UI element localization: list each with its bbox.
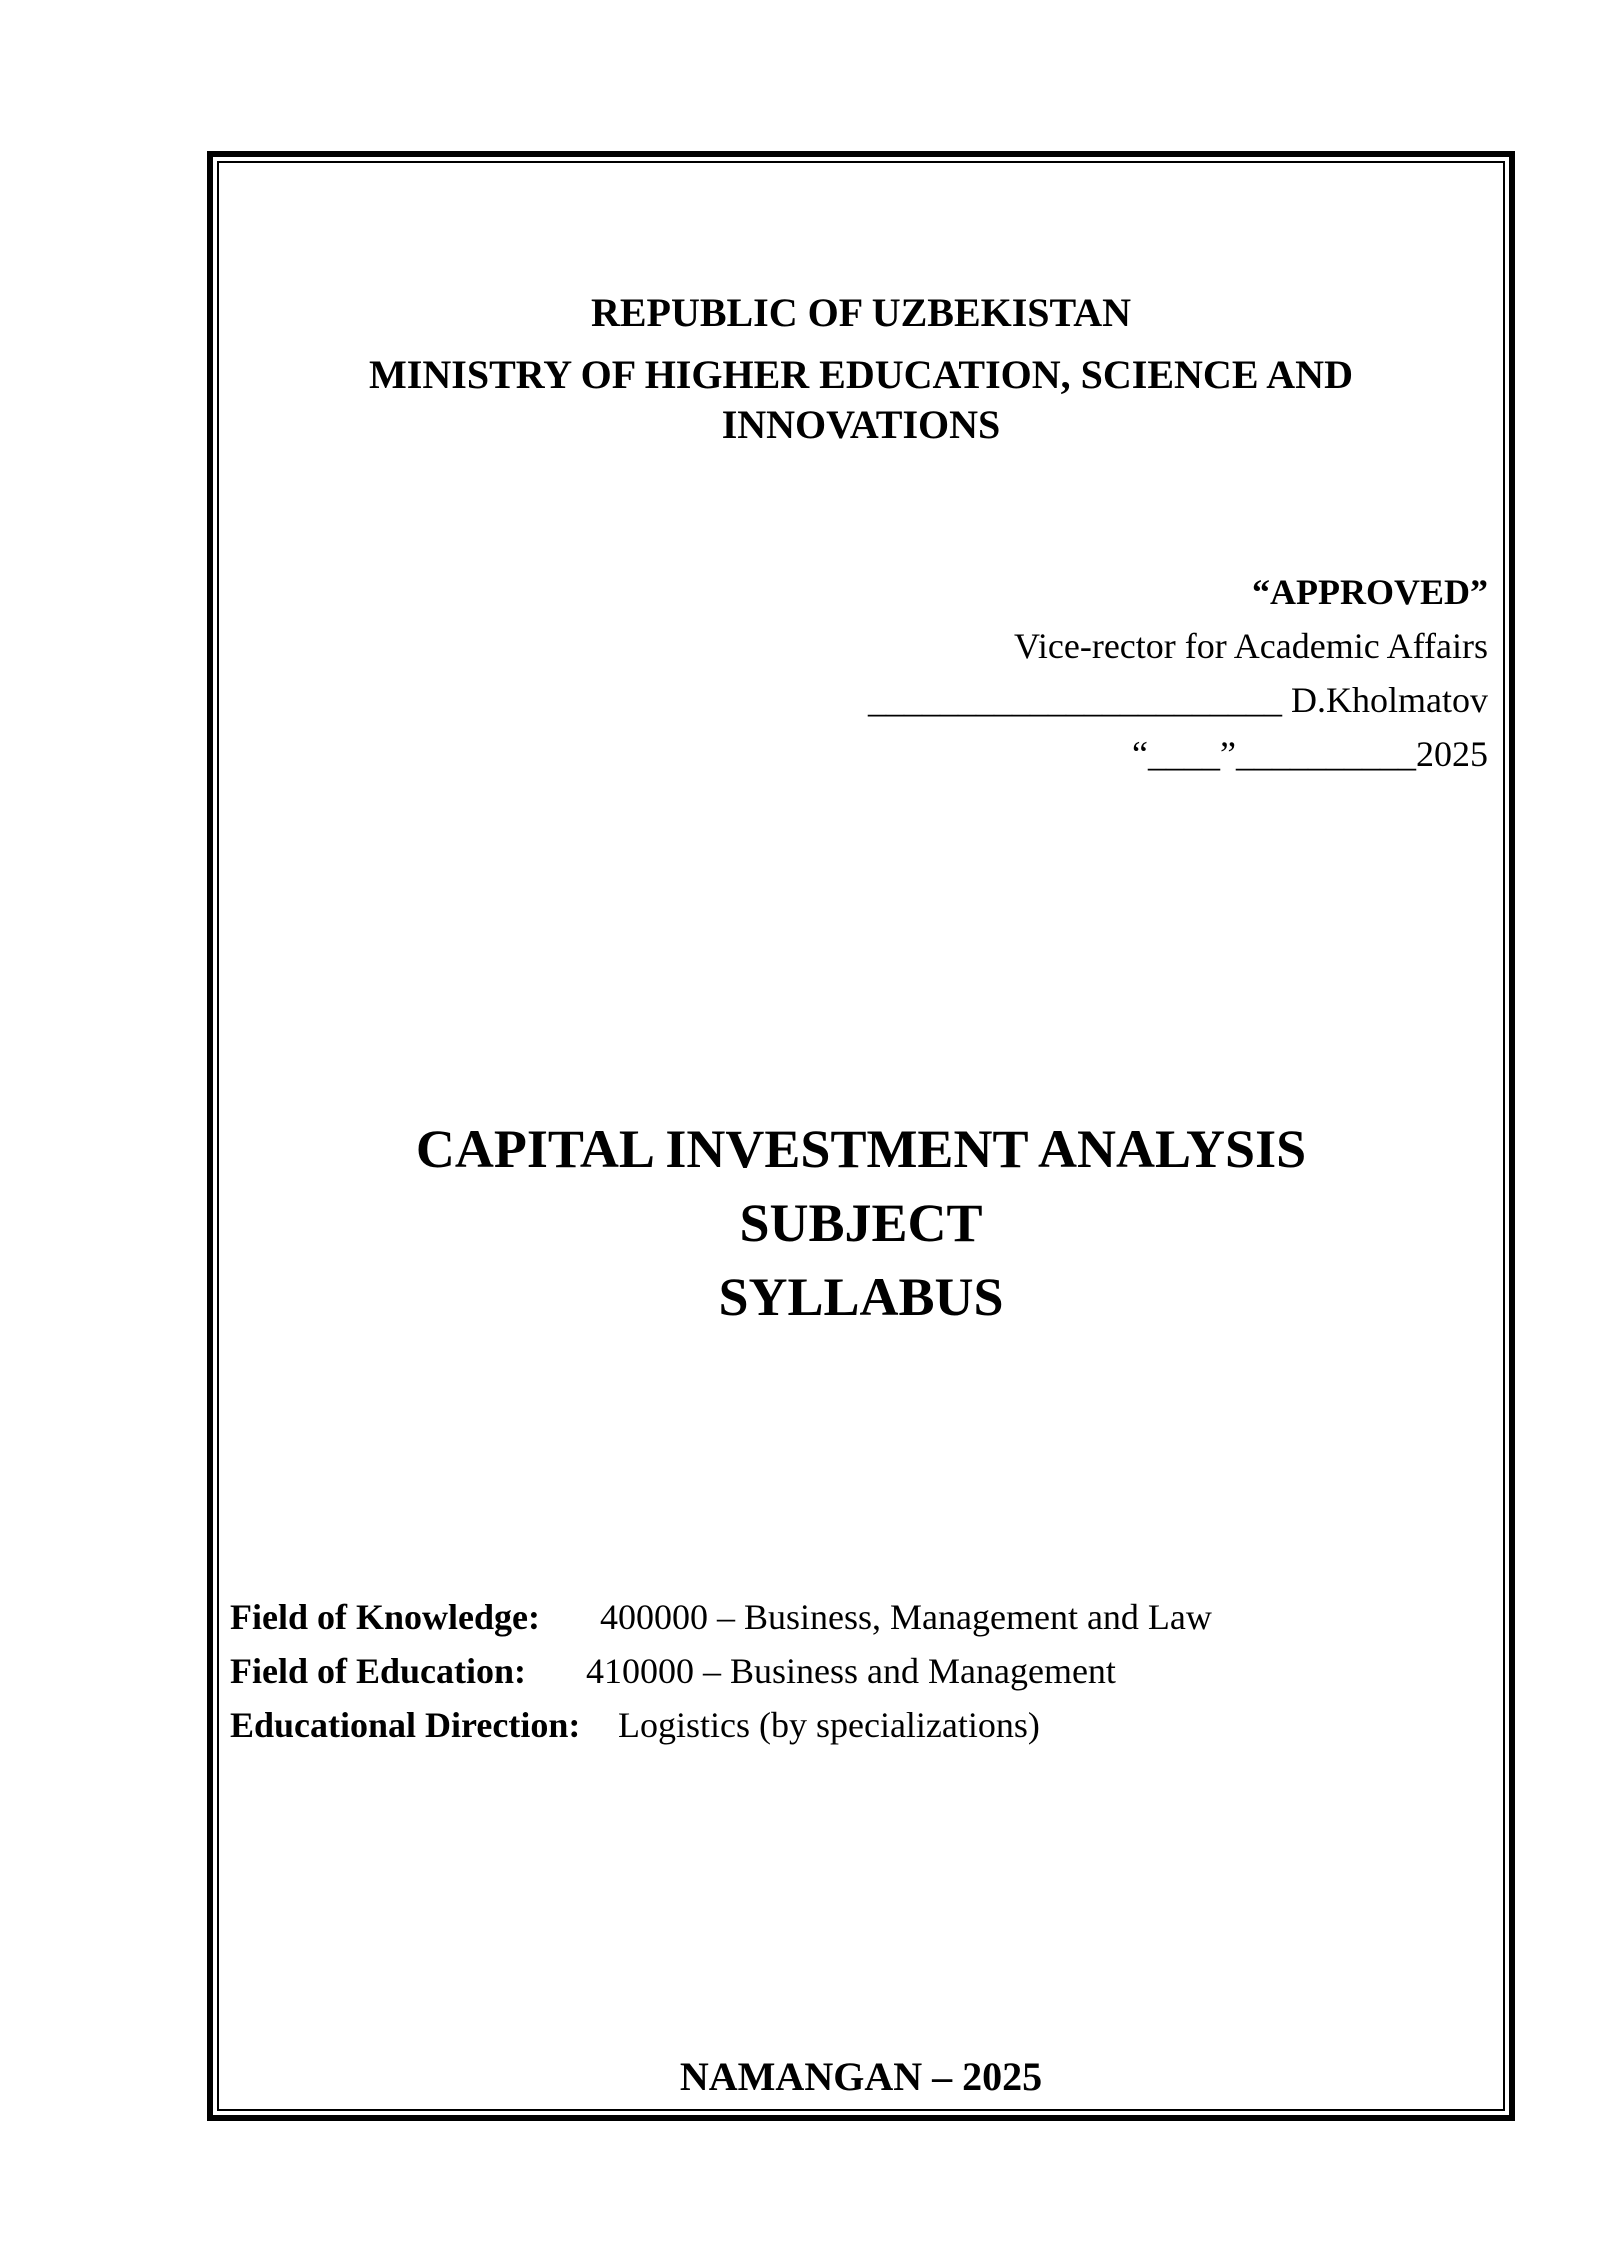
educational-direction-value: Logistics (by specializations) (618, 1705, 1040, 1745)
signature-line: _______________________ D.Kholmatov (868, 680, 1488, 720)
approval-block (868, 565, 1488, 781)
field-of-education-row (230, 1644, 1212, 1698)
approved-label: “APPROVED” (1252, 572, 1488, 612)
ministry-name-line2: INNOVATIONS (721, 402, 1001, 447)
title-syllabus: SYLLABUS (718, 1267, 1004, 1327)
field-info (230, 1590, 1212, 1752)
approver-position: Vice-rector for Academic Affairs (1014, 626, 1488, 666)
country-name: REPUBLIC OF UZBEKISTAN (590, 290, 1132, 335)
place-and-year: NAMANGAN – 2025 (679, 2054, 1043, 2099)
title-subject-name: CAPITAL INVESTMENT ANALYSIS (415, 1119, 1307, 1179)
approval-date-line: “____”__________2025 (1132, 734, 1488, 774)
field-of-education-label: Field of Education: (230, 1651, 527, 1691)
document-header (217, 288, 1505, 450)
educational-direction-label: Educational Direction: (230, 1705, 581, 1745)
field-of-knowledge-row (230, 1590, 1212, 1644)
title-subject: SUBJECT (739, 1193, 983, 1253)
document-title (217, 1112, 1505, 1334)
field-of-knowledge-label: Field of Knowledge: (230, 1597, 540, 1637)
field-of-knowledge-value: 400000 – Business, Management and Law (600, 1597, 1212, 1637)
educational-direction-row (230, 1698, 1212, 1752)
field-of-education-value: 410000 – Business and Management (586, 1651, 1116, 1691)
ministry-name-line1: MINISTRY OF HIGHER EDUCATION, SCIENCE AND (369, 352, 1353, 397)
